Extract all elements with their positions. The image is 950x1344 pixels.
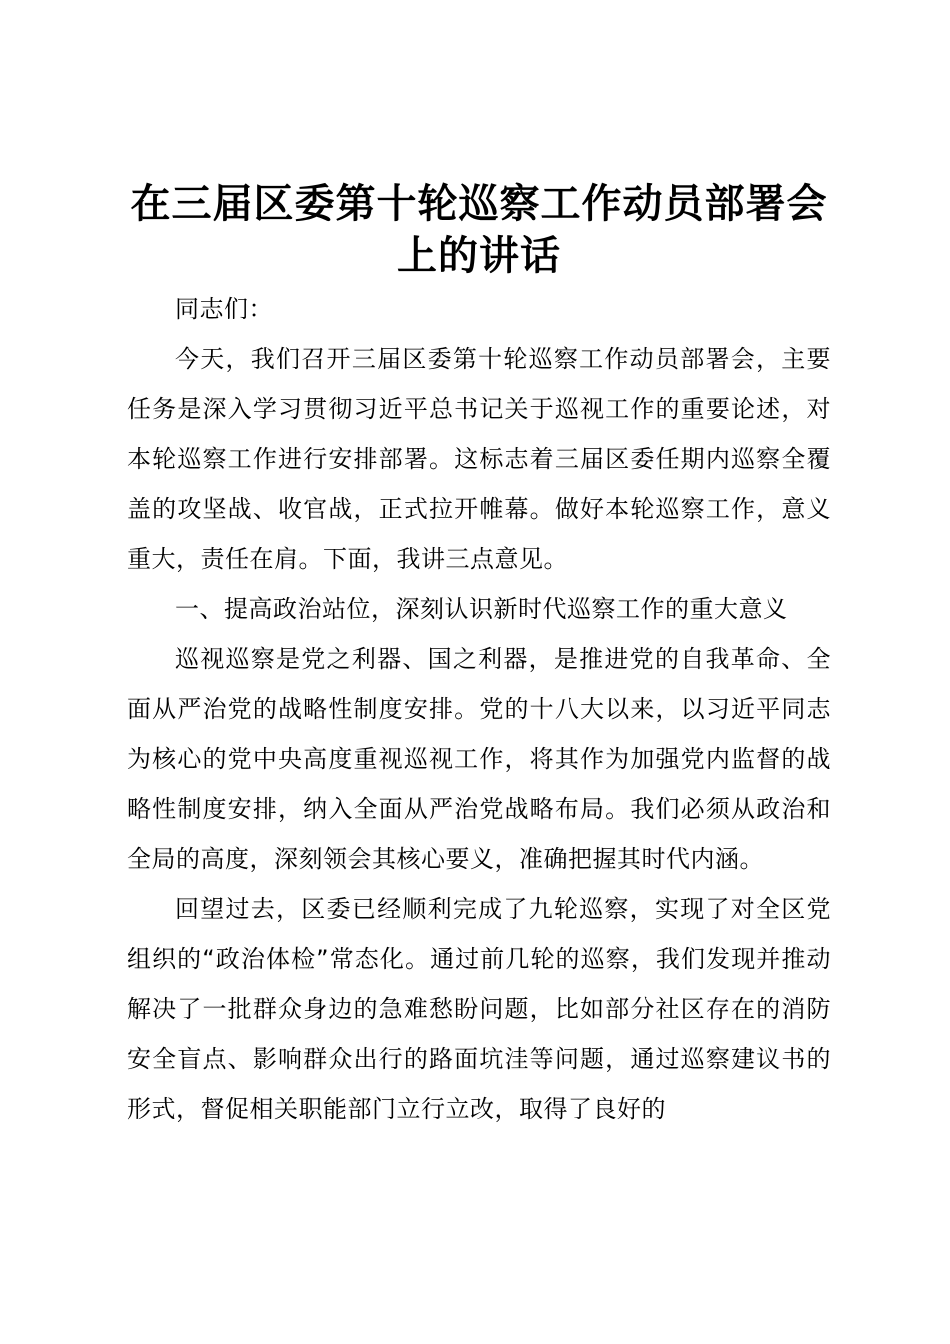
paragraph-opening: 今天，我们召开三届区委第十轮巡察工作动员部署会，主要任务是深入学习贯彻习近平总书记关于巡视工作的重要论述，对本轮巡察工作进行安排部署。这标志着三届区委任期内巡察全覆盖的攻坚战、收官战，正式拉开帷幕。做好本轮巡察工作，意义重大，责任在肩。下面，我讲三点意见。 <box>127 345 831 573</box>
salutation: 同志们： <box>175 295 273 323</box>
document-body <box>127 178 831 1134</box>
section-heading-1: 一、提高政治站位，深刻认识新时代巡察工作的重大意义 <box>175 595 788 623</box>
document-title: 在三届区委第十轮巡察工作动员部署会上的讲话 <box>130 180 828 279</box>
paragraph-significance: 巡视巡察是党之利器、国之利器，是推进党的自我革命、全面从严治党的战略性制度安排。党的十八大以来，以习近平同志为核心的党中央高度重视巡视工作，将其作为加强党内监督的战略性制度安排，纳入全面从严治党战略布局。我们必须从政治和全局的高度，深刻领会其核心要义，准确把握其时代内涵。 <box>127 645 831 873</box>
paragraph-review: 回望过去，区委已经顺利完成了九轮巡察，实现了对全区党组织的“政治体检”常态化。通过前几轮的巡察，我们发现并推动解决了一批群众身边的急难愁盼问题，比如部分社区存在的消防安全盲点、影响群众出行的路面坑洼等问题，通过巡察建议书的形式，督促相关职能部门立行立改，取得了良好的 <box>127 895 831 1123</box>
